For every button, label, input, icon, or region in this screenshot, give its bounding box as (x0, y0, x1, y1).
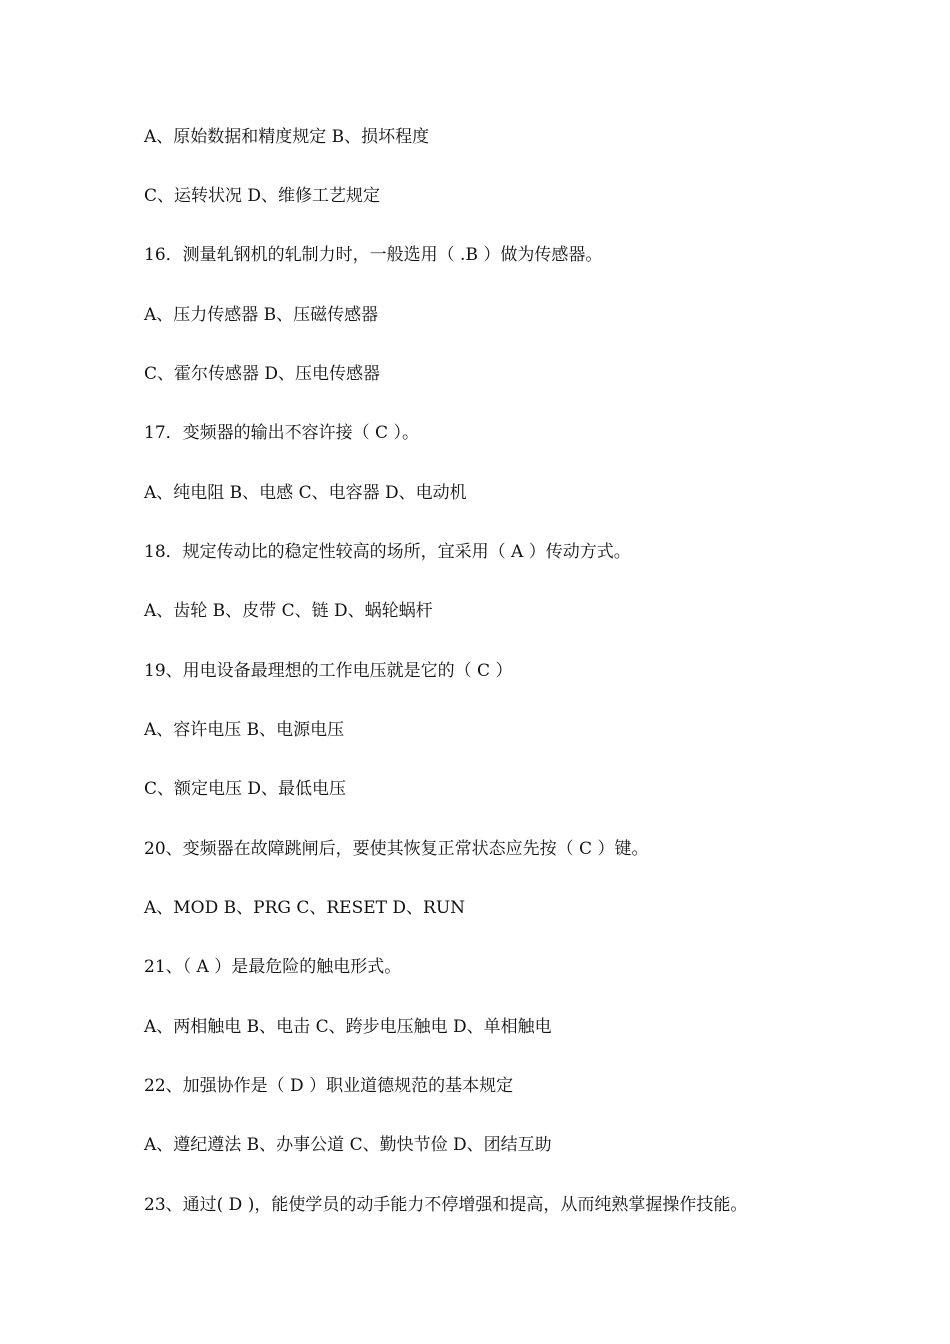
text-line: C、霍尔传感器 D、压电传感器 (144, 364, 381, 384)
question-18: 18．规定传动比的稳定性较高的场所，宜采用（ A ）传动方式。 (144, 542, 631, 562)
text-line: A、齿轮 B、皮带 C、链 D、蜗轮蜗杆 (144, 601, 433, 621)
text-line: A、两相触电 B、电击 C、跨步电压触电 D、单相触电 (144, 1017, 552, 1037)
text-line: C、额定电压 D、最低电压 (144, 779, 347, 799)
text-line: C、运转状况 D、维修工艺规定 (144, 186, 381, 206)
question-20: 20、变频器在故障跳闸后，要使其恢复正常状态应先按（ C ）键。 (144, 839, 649, 859)
text-line: A、纯电阻 B、电感 C、电容器 D、电动机 (144, 483, 467, 503)
text-line: A、遵纪遵法 B、办事公道 C、勤快节俭 D、团结互助 (144, 1135, 552, 1155)
text-line: A、压力传感器 B、压磁传感器 (144, 305, 379, 325)
text-line: A、容许电压 B、电源电压 (144, 720, 345, 740)
text-line: A、原始数据和精度规定 B、损坏程度 (144, 127, 430, 147)
text-line: A、MOD B、PRG C、RESET D、RUN (144, 898, 466, 918)
question-21: 21、（ A ）是最危险的触电形式。 (144, 957, 402, 977)
question-16: 16．测量轧钢机的轧制力时，一般选用（ .B ）做为传感器。 (144, 245, 603, 265)
question-19: 19、用电设备最理想的工作电压就是它的（ C ） (144, 661, 513, 681)
question-22: 22、加强协作是（ D ）职业道德规范的基本规定 (144, 1076, 514, 1096)
question-17: 17．变频器的输出不容许接（ C ）。 (144, 423, 419, 443)
question-23: 23、通过( D )，能使学员的动手能力不停增强和提高，从而纯熟掌握操作技能。 (144, 1195, 748, 1215)
